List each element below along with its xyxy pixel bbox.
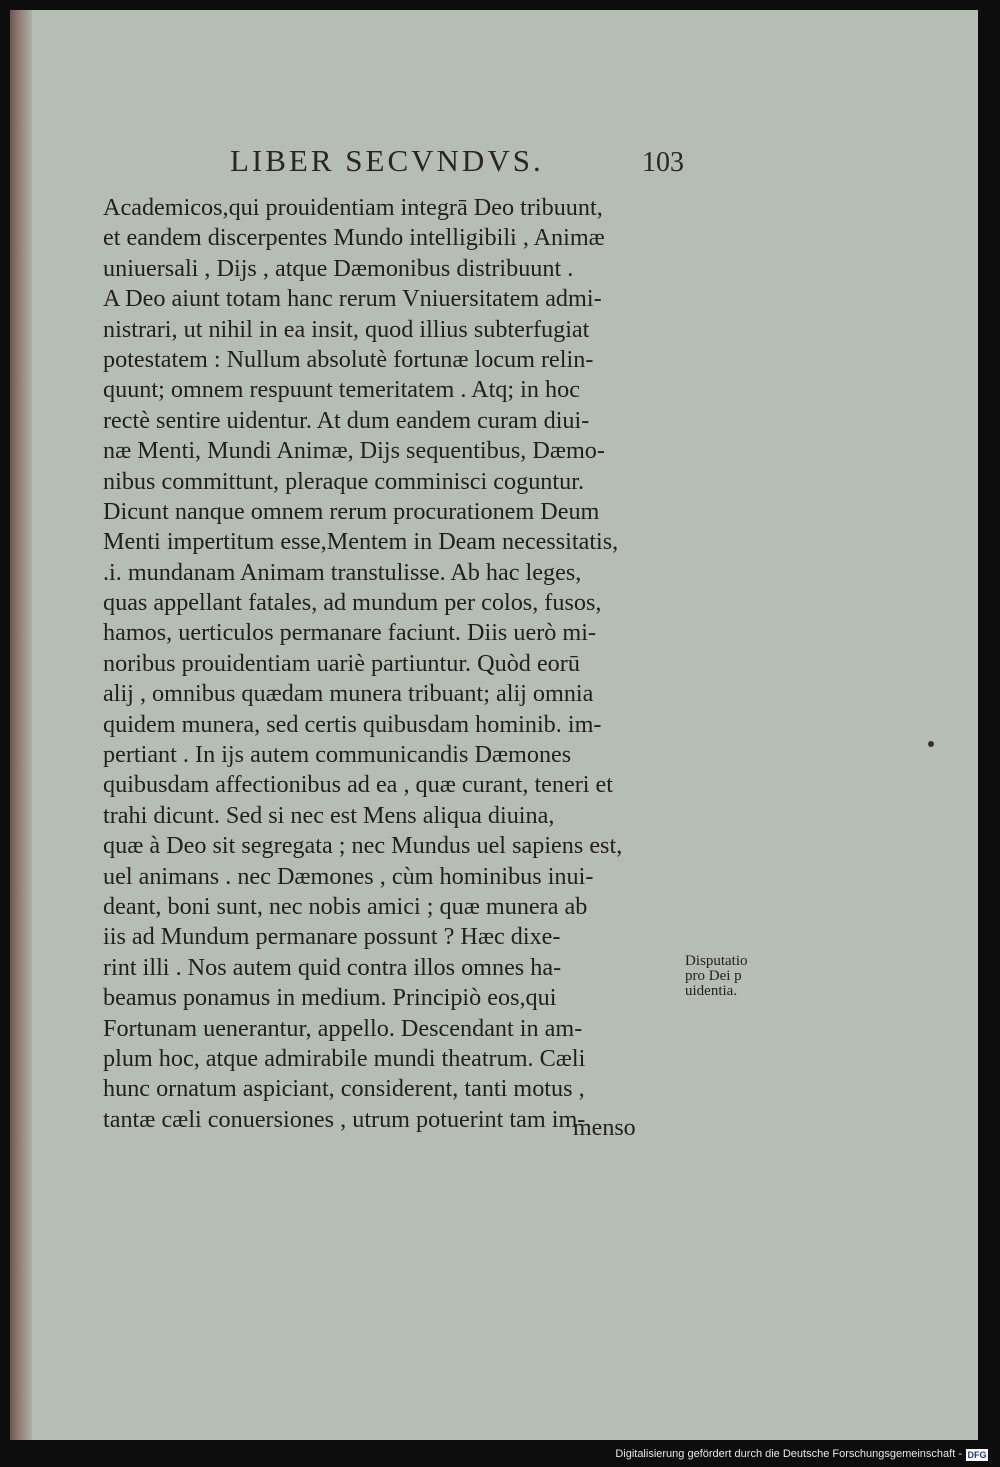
text-line: quidem munera, sed certis quibusdam hominib. im-	[103, 710, 602, 738]
text-line: Academicos,qui prouidentiam integrā Deo tribuunt,	[103, 194, 603, 221]
text-line: rint illi . Nos autem quid contra illos omnes ha-	[103, 953, 562, 981]
marginal-note	[685, 954, 748, 999]
text-line: quunt; omnem respuunt temeritatem . Atq; in hoc	[103, 376, 580, 404]
text-line: nibus committunt, pleraque comminisci coguntur.	[103, 467, 584, 495]
marginal-note-line: uidentia.	[685, 983, 738, 999]
digitization-credit: Digitalisierung gefördert durch die Deutsche Forschungsgemeinschaft -	[615, 1448, 962, 1460]
text-line: hamos, uerticulos permanare faciunt. Diis uerò mi-	[103, 619, 596, 647]
text-line: Fortunam uenerantur, appello. Descendant in am-	[103, 1014, 583, 1042]
ink-spot	[928, 741, 934, 747]
text-line: et eandem discerpentes Mundo intelligibili , Animæ	[103, 224, 605, 252]
text-line: næ Menti, Mundi Animæ, Dijs sequentibus, Dæmo-	[103, 437, 605, 465]
text-line: iis ad Mundum permanare possunt ? Hæc dixe-	[103, 923, 561, 951]
page-number: 103	[642, 147, 684, 178]
text-line: plum hoc, atque admirabile mundi theatrum. Cæli	[103, 1044, 586, 1072]
running-head: LIBER SECVNDVS.	[230, 143, 544, 178]
text-line: Dicunt nanque omnem rerum procurationem Deum	[103, 497, 600, 525]
text-line: trahi dicunt. Sed si nec est Mens aliqua diuina,	[103, 801, 555, 829]
book-page	[10, 10, 978, 1440]
text-line: beamus ponamus in medium. Principiò eos,qui	[103, 984, 557, 1012]
text-line: Menti impertitum esse,Mentem in Deam necessitatis,	[103, 528, 619, 556]
text-line: quibusdam affectionibus ad ea , quæ curant, teneri et	[103, 771, 614, 799]
catchword: menso	[573, 1115, 636, 1141]
text-line: A Deo aiunt totam hanc rerum Vniuersitatem admi-	[103, 285, 602, 313]
main-text-block	[103, 193, 693, 1135]
text-line: uniuersali , Dijs , atque Dæmonibus distribuunt .	[103, 254, 574, 282]
text-line: pertiant . In ijs autem communicandis Dæmones	[103, 741, 572, 769]
marginal-note-line: Disputatio	[685, 953, 748, 969]
text-line: tantæ cæli conuersiones , utrum potuerint tam im-	[103, 1105, 586, 1133]
text-line: quas appellant fatales, ad mundum per colos, fusos,	[103, 589, 602, 617]
text-line: uel animans . nec Dæmones , cùm hominibus inui-	[103, 862, 594, 890]
page-gutter-shadow	[10, 10, 32, 1440]
text-line: rectè sentire uidentur. At dum eandem curam diui-	[103, 406, 590, 434]
dfg-logo: DFG	[967, 1450, 987, 1460]
text-line: deant, boni sunt, nec nobis amici ; quæ munera ab	[103, 892, 588, 920]
text-line: hunc ornatum aspiciant, considerent, tanti motus ,	[103, 1075, 585, 1103]
marginal-note-line: pro Dei p	[685, 968, 742, 984]
text-line: noribus prouidentiam uariè partiuntur. Quòd eorū	[103, 649, 580, 677]
text-line: alij , omnibus quædam munera tribuant; alij omnia	[103, 680, 594, 708]
text-line: .i. mundanam Animam transtulisse. Ab hac leges,	[103, 558, 582, 586]
text-line: quæ à Deo sit segregata ; nec Mundus uel sapiens est,	[103, 832, 623, 860]
text-line: potestatem : Nullum absolutè fortunæ locum relin-	[103, 345, 594, 373]
text-line: nistrari, ut nihil in ea insit, quod illius subterfugiat	[103, 315, 590, 343]
